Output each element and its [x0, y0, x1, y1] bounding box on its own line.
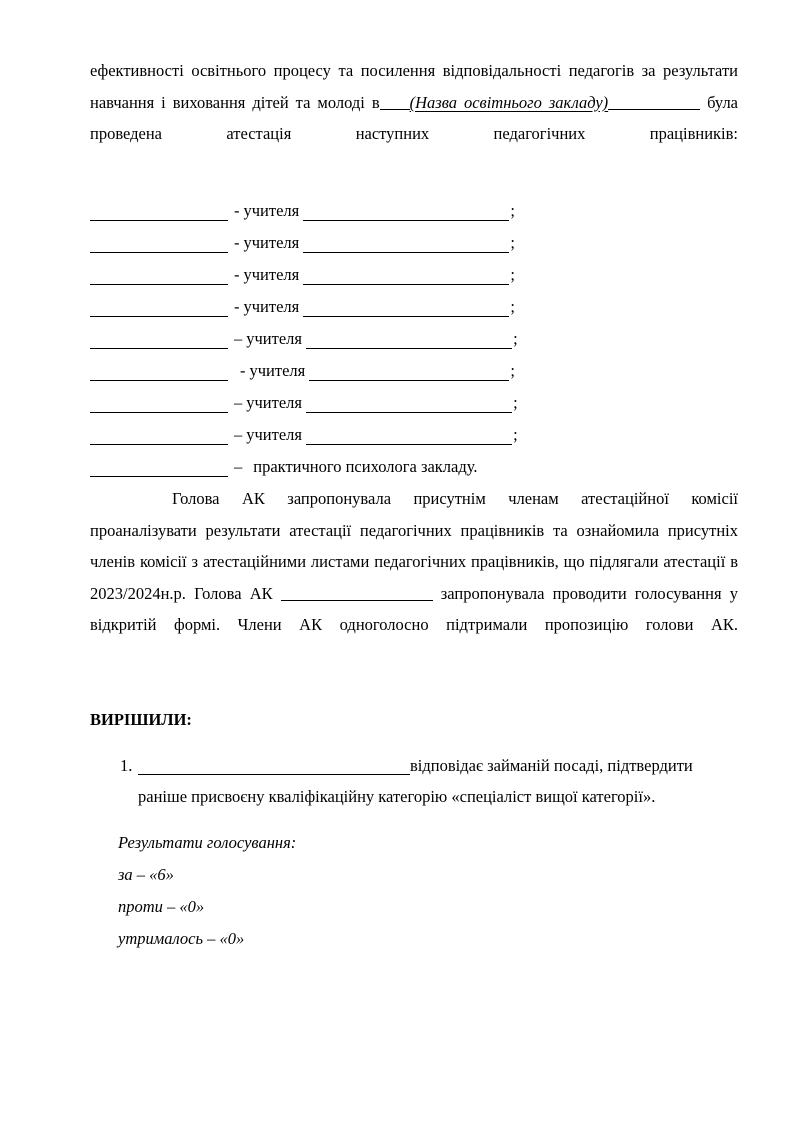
inline-blank-after-institution	[608, 92, 700, 110]
list-item	[90, 419, 738, 451]
voting-line-for: за – «6»	[118, 864, 174, 884]
voting-line-abstained: утрималось – «0»	[118, 928, 245, 948]
subject-blank	[303, 262, 509, 285]
voting-title: Результати голосування:	[118, 832, 297, 852]
subject-blank	[306, 326, 512, 349]
list-item	[90, 227, 738, 259]
voting-line-against: проти – «0»	[118, 896, 205, 916]
body-sentence-1: Голова АК запропонувала присутнім членам атестаційної комісії проаналізувати результати атестації педагогічних працівників та ознайомила присутніх членів комісії з атестаційними листами педагогічних працівників, що підлягали атестації в 2023/2024н.р.	[90, 489, 738, 603]
chairperson-name-blank	[281, 583, 433, 601]
intro-paragraph	[90, 55, 738, 181]
subject-blank	[309, 358, 509, 381]
list-separator: –	[234, 393, 243, 412]
inline-blank-before-institution	[380, 92, 410, 110]
name-blank	[90, 422, 228, 445]
institution-placeholder: (Назва освітнього закладу)	[409, 92, 609, 112]
list-role: учителя	[243, 297, 300, 316]
list-separator: –	[234, 425, 243, 444]
decision-name-blank	[138, 755, 410, 775]
name-blank	[90, 262, 228, 285]
list-terminator: ;	[510, 201, 515, 220]
subject-blank	[303, 230, 509, 253]
list-separator: -	[240, 361, 246, 380]
list-separator: –	[234, 457, 243, 476]
name-blank	[90, 294, 228, 317]
list-terminator: ;	[513, 425, 518, 444]
list-role: учителя	[246, 329, 302, 348]
list-separator: -	[234, 265, 240, 284]
name-blank	[90, 390, 228, 413]
spacer	[90, 672, 738, 704]
list-item	[90, 195, 738, 227]
body-sentence-2-tail: запропонувала проводити голосування у відкритій формі. Члени АК одноголосно підтримали пропозицію голови АК.	[90, 583, 738, 634]
subject-blank	[303, 294, 509, 317]
worker-list	[90, 195, 738, 483]
decision-item-text: відповідає займаній посаді, підтвердити	[410, 755, 693, 775]
intro-text-part1: ефективності освітнього процесу та посилення відповідальності педагогів за результати навчання і виховання дітей та молоді в	[90, 61, 738, 112]
body-paragraph	[90, 483, 738, 672]
page-content	[90, 55, 738, 955]
name-blank	[90, 454, 228, 477]
body-sentence-2-lead: Голова АК	[194, 583, 273, 603]
decision-item-number: 1.	[120, 755, 133, 775]
list-separator: -	[234, 297, 240, 316]
list-item	[90, 355, 738, 387]
spacer	[90, 736, 738, 750]
list-role: учителя	[243, 265, 300, 284]
intro-text-part2: була проведена атестація наступних педагогічних працівників:	[90, 92, 739, 143]
decision-heading: ВИРІШИЛИ:	[90, 710, 192, 729]
list-terminator: ;	[513, 329, 518, 348]
list-role: практичного психолога закладу.	[253, 457, 478, 476]
name-blank	[90, 198, 228, 221]
list-terminator: ;	[510, 297, 515, 316]
list-item-psychologist	[90, 451, 738, 483]
list-separator: -	[234, 233, 240, 252]
list-role: учителя	[246, 425, 302, 444]
subject-blank	[303, 198, 509, 221]
list-role: учителя	[246, 393, 302, 412]
list-separator: –	[234, 329, 243, 348]
list-terminator: ;	[510, 233, 515, 252]
list-terminator: ;	[510, 265, 515, 284]
voting-results	[90, 827, 738, 955]
list-item	[90, 387, 738, 419]
list-item	[90, 323, 738, 355]
list-separator: -	[234, 201, 240, 220]
decision-item-line2: раніше присвоєну кваліфікаційну категорію «спеціаліст вищої категорії».	[138, 787, 656, 806]
list-role: учителя	[243, 233, 300, 252]
subject-blank	[306, 422, 512, 445]
name-blank	[90, 358, 228, 381]
name-blank	[90, 230, 228, 253]
list-role: учителя	[249, 361, 306, 380]
list-terminator: ;	[510, 361, 515, 380]
spacer	[90, 813, 738, 827]
subject-blank	[306, 390, 512, 413]
list-item	[90, 291, 738, 323]
spacer	[90, 181, 738, 195]
list-terminator: ;	[513, 393, 518, 412]
list-role: учителя	[243, 201, 300, 220]
decision-item-1	[90, 750, 738, 813]
list-item	[90, 259, 738, 291]
name-blank	[90, 326, 228, 349]
